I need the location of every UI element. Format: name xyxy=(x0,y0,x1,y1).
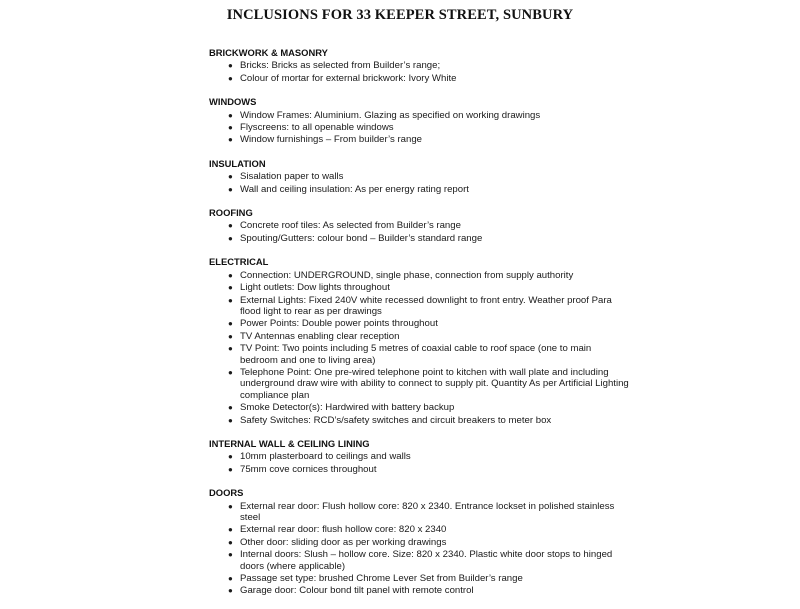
bullet-icon: ● xyxy=(228,184,233,194)
list-item-text: Power Points: Double power points throughout xyxy=(240,318,438,330)
list-item-text: Wall and ceiling insulation: As per energy rating report xyxy=(240,183,469,195)
bullet-list xyxy=(209,220,629,244)
document-title: INCLUSIONS FOR 33 KEEPER STREET, SUNBURY xyxy=(226,7,574,23)
bullet-icon: ● xyxy=(228,221,233,231)
list-item xyxy=(209,501,629,524)
list-item xyxy=(209,110,629,121)
bullet-icon: ● xyxy=(228,550,233,560)
bullet-icon: ● xyxy=(228,331,233,341)
list-item-text: Garage door: Colour bond tilt panel with remote control xyxy=(240,585,474,597)
list-item xyxy=(209,549,629,572)
inclusions-list xyxy=(209,47,629,609)
list-item-text: Connection: UNDERGROUND, single phase, connection from supply authority xyxy=(240,269,574,281)
bullet-icon: ● xyxy=(228,283,233,293)
list-item-text: Window Frames: Aluminium. Glazing as specified on working drawings xyxy=(240,109,541,121)
bullet-icon: ● xyxy=(228,295,233,305)
section-brickwork-masonry xyxy=(209,47,629,84)
bullet-icon: ● xyxy=(228,367,233,377)
section-heading: ELECTRICAL xyxy=(209,256,269,268)
list-item xyxy=(209,295,629,318)
list-item xyxy=(209,415,629,426)
bullet-icon: ● xyxy=(228,123,233,133)
section-roofing xyxy=(209,207,629,244)
list-item-text: Telephone Point: One pre-wired telephone point to kitchen with wall plate and including underground draw wire with ability to connect to supply pit. Quantity As per Artificial Lighting compliance plan xyxy=(240,366,629,401)
bullet-icon: ● xyxy=(228,319,233,329)
list-item-text: TV Antennas enabling clear reception xyxy=(240,330,400,342)
list-item xyxy=(209,122,629,133)
list-item xyxy=(209,184,629,195)
list-item xyxy=(209,524,629,535)
bullet-icon: ● xyxy=(228,415,233,425)
bullet-list xyxy=(209,501,629,597)
list-item xyxy=(209,464,629,475)
list-item-text: External Lights: Fixed 240V white recessed downlight to front entry. Weather proof Para flood light to rear as per drawings xyxy=(240,294,612,317)
bullet-list xyxy=(209,60,629,84)
list-item xyxy=(209,282,629,293)
list-item xyxy=(209,331,629,342)
bullet-icon: ● xyxy=(228,574,233,584)
bullet-list xyxy=(209,110,629,146)
list-item-text: External rear door: Flush hollow core: 820 x 2340. Entrance lockset in polished stainless steel xyxy=(240,500,615,523)
list-item-text: Spouting/Gutters: colour bond – Builder’s standard range xyxy=(240,232,483,244)
bullet-icon: ● xyxy=(228,73,233,83)
list-item-text: 10mm plasterboard to ceilings and walls xyxy=(240,451,411,463)
section-insulation xyxy=(209,158,629,195)
list-item xyxy=(209,451,629,462)
list-item-text: Window furnishings – From builder’s range xyxy=(240,134,423,146)
list-item-text: External rear door: flush hollow core: 820 x 2340 xyxy=(240,524,447,536)
list-item xyxy=(209,585,629,596)
bullet-icon: ● xyxy=(228,501,233,511)
list-item xyxy=(209,573,629,584)
list-item xyxy=(209,171,629,182)
list-item xyxy=(209,318,629,329)
list-item xyxy=(209,402,629,413)
list-item xyxy=(209,270,629,281)
section-heading: ROOFING xyxy=(209,207,253,219)
list-item xyxy=(209,233,629,244)
section-heading: BRICKWORK & MASONRY xyxy=(209,47,328,58)
bullet-list xyxy=(209,451,629,475)
list-item-text: Bricks: Bricks as selected from Builder’s range; xyxy=(240,60,441,72)
list-item-text: Concrete roof tiles: As selected from Builder’s range xyxy=(240,220,461,232)
list-item-text: Smoke Detector(s): Hardwired with battery backup xyxy=(240,402,455,414)
section-internal-wall-ceiling-lining xyxy=(209,438,629,475)
list-item-text: Flyscreens: to all openable windows xyxy=(240,122,394,134)
section-heading: INSULATION xyxy=(209,157,266,169)
list-item-text: Light outlets: Dow lights throughout xyxy=(240,282,390,294)
list-item-text: Passage set type: brushed Chrome Lever Set from Builder’s range xyxy=(240,573,523,585)
section-heading: WINDOWS xyxy=(209,96,257,108)
list-item-text: TV Point: Two points including 5 metres of coaxial cable to roof space (one to main bedroom and one to living area) xyxy=(240,343,592,366)
bullet-list xyxy=(209,171,629,195)
list-item xyxy=(209,367,629,401)
section-doors xyxy=(209,487,629,597)
list-item-text: Other door: sliding door as per working drawings xyxy=(240,536,447,548)
list-item-text: Safety Switches: RCD’s/safety switches and circuit breakers to meter box xyxy=(240,414,552,426)
bullet-icon: ● xyxy=(228,110,233,120)
list-item xyxy=(209,60,629,71)
section-heading: DOORS xyxy=(209,487,244,499)
bullet-icon: ● xyxy=(228,403,233,413)
list-item xyxy=(209,73,629,84)
bullet-icon: ● xyxy=(228,464,233,474)
list-item xyxy=(209,220,629,231)
bullet-icon: ● xyxy=(228,172,233,182)
bullet-icon: ● xyxy=(228,233,233,243)
section-heading: INTERNAL WALL & CEILING LINING xyxy=(209,437,370,449)
bullet-icon: ● xyxy=(228,452,233,462)
bullet-icon: ● xyxy=(228,270,233,280)
list-item-text: 75mm cove cornices throughout xyxy=(240,463,377,475)
list-item xyxy=(209,537,629,548)
list-item xyxy=(209,134,629,145)
list-item-text: Colour of mortar for external brickwork: Ivory White xyxy=(240,72,457,84)
bullet-icon: ● xyxy=(228,135,233,145)
bullet-list xyxy=(209,270,629,426)
section-windows xyxy=(209,96,629,146)
list-item-text: Internal doors: Slush – hollow core. Size: 820 x 2340. Plastic white door stops to hinged doors (where applicable) xyxy=(240,549,613,572)
bullet-icon: ● xyxy=(228,586,233,596)
bullet-icon: ● xyxy=(228,525,233,535)
bullet-icon: ● xyxy=(228,344,233,354)
list-item xyxy=(209,343,629,366)
section-electrical xyxy=(209,256,629,426)
bullet-icon: ● xyxy=(228,537,233,547)
list-item-text: Sisalation paper to walls xyxy=(240,171,344,183)
bullet-icon: ● xyxy=(228,61,233,71)
